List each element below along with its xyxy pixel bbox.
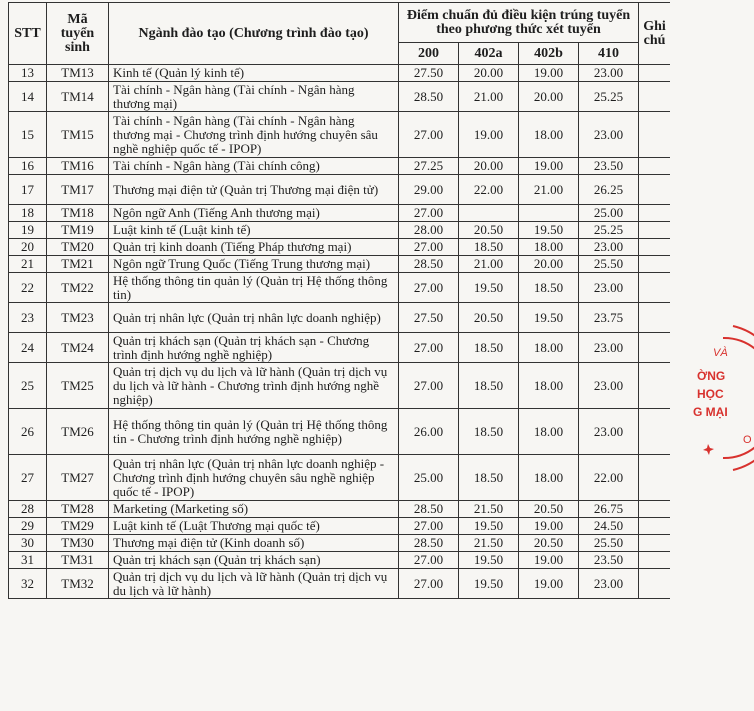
cell-score-410: 23.00 — [579, 569, 639, 599]
table-row — [9, 112, 671, 158]
cell-nganh-dao-tao: Luật kinh tế (Luật kinh tế) — [109, 222, 399, 239]
cell-stt: 17 — [9, 175, 47, 205]
cell-score-402b: 18.00 — [519, 112, 579, 158]
cell-nganh-dao-tao: Quản trị dịch vụ du lịch và lữ hành (Quản trị dịch vụ du lịch và lữ hành) — [109, 569, 399, 599]
table-header — [9, 3, 671, 65]
cell-nganh-dao-tao: Marketing (Marketing số) — [109, 501, 399, 518]
cell-nganh-dao-tao: Quản trị nhân lực (Quản trị nhân lực doanh nghiệp) — [109, 303, 399, 333]
cell-score-200: 28.00 — [399, 222, 459, 239]
cell-ghi-chu — [639, 175, 670, 205]
cell-score-402a: 20.50 — [459, 222, 519, 239]
table-row — [9, 158, 671, 175]
header-nganh-dao-tao: Ngành đào tạo (Chương trình đào tạo) — [109, 3, 399, 65]
cell-score-402a: 21.00 — [459, 256, 519, 273]
cell-ghi-chu — [639, 205, 670, 222]
cell-stt: 13 — [9, 65, 47, 82]
cell-ma-tuyen-sinh: TM32 — [47, 569, 109, 599]
header-diem-chuan: Điểm chuẩn đủ điều kiện trúng tuyển theo phương thức xét tuyển — [399, 3, 639, 43]
cell-score-410: 22.00 — [579, 455, 639, 501]
cell-stt: 15 — [9, 112, 47, 158]
cell-score-410: 23.00 — [579, 333, 639, 363]
cell-nganh-dao-tao: Tài chính - Ngân hàng (Tài chính - Ngân hàng thương mại) — [109, 82, 399, 112]
cell-stt: 18 — [9, 205, 47, 222]
seal-text-line2: HỌC — [697, 387, 724, 401]
cell-score-200: 27.25 — [399, 158, 459, 175]
cell-ma-tuyen-sinh: TM21 — [47, 256, 109, 273]
cell-ghi-chu — [639, 65, 670, 82]
cell-nganh-dao-tao: Ngôn ngữ Anh (Tiếng Anh thương mại) — [109, 205, 399, 222]
cell-nganh-dao-tao: Kinh tế (Quản lý kinh tế) — [109, 65, 399, 82]
cell-ma-tuyen-sinh: TM31 — [47, 552, 109, 569]
cell-ghi-chu — [639, 363, 670, 409]
cell-score-410: 23.00 — [579, 239, 639, 256]
cell-nganh-dao-tao: Tài chính - Ngân hàng (Tài chính - Ngân hàng thương mại - Chương trình định hướng chuyên sâu nghề nghiệp quốc tế - IPOP) — [109, 112, 399, 158]
cell-nganh-dao-tao: Quản trị nhân lực (Quản trị nhân lực doanh nghiệp - Chương trình định hướng chuyên sâu nghề nghiệp quốc tế - IPOP) — [109, 455, 399, 501]
cell-score-402b: 18.00 — [519, 455, 579, 501]
cell-ghi-chu — [639, 112, 670, 158]
cell-stt: 26 — [9, 409, 47, 455]
cell-score-402b: 18.00 — [519, 333, 579, 363]
cell-nganh-dao-tao: Luật kinh tế (Luật Thương mại quốc tế) — [109, 518, 399, 535]
cell-score-200: 28.50 — [399, 501, 459, 518]
cell-stt: 30 — [9, 535, 47, 552]
seal-text-line3: G MẠI — [693, 405, 728, 419]
cell-ma-tuyen-sinh: TM25 — [47, 363, 109, 409]
header-method-410: 410 — [579, 43, 639, 65]
cell-nganh-dao-tao: Tài chính - Ngân hàng (Tài chính công) — [109, 158, 399, 175]
table-row — [9, 409, 671, 455]
cell-ghi-chu — [639, 501, 670, 518]
table-row — [9, 333, 671, 363]
cell-score-402b: 18.00 — [519, 409, 579, 455]
cell-ghi-chu — [639, 303, 670, 333]
cell-score-200: 25.00 — [399, 455, 459, 501]
cell-score-402b: 19.00 — [519, 65, 579, 82]
cell-score-410: 23.00 — [579, 409, 639, 455]
cell-stt: 24 — [9, 333, 47, 363]
cell-score-410: 23.00 — [579, 273, 639, 303]
cell-score-402a: 19.50 — [459, 569, 519, 599]
cell-score-402a: 19.50 — [459, 518, 519, 535]
cell-ma-tuyen-sinh: TM17 — [47, 175, 109, 205]
cell-ghi-chu — [639, 409, 670, 455]
cell-score-402b: 19.00 — [519, 518, 579, 535]
cell-score-402b: 19.50 — [519, 222, 579, 239]
cell-score-402a: 21.00 — [459, 82, 519, 112]
cell-score-402a: 18.50 — [459, 363, 519, 409]
cell-score-410: 23.50 — [579, 552, 639, 569]
cell-score-200: 27.00 — [399, 239, 459, 256]
cell-stt: 28 — [9, 501, 47, 518]
cell-nganh-dao-tao: Thương mại điện tử (Kinh doanh số) — [109, 535, 399, 552]
cell-ma-tuyen-sinh: TM27 — [47, 455, 109, 501]
cell-score-402a: 21.50 — [459, 501, 519, 518]
cell-ghi-chu — [639, 273, 670, 303]
cell-ma-tuyen-sinh: TM22 — [47, 273, 109, 303]
cell-ma-tuyen-sinh: TM23 — [47, 303, 109, 333]
cell-score-200: 27.50 — [399, 303, 459, 333]
header-ma-tuyen-sinh: Mã tuyển sinh — [47, 3, 109, 65]
table-row — [9, 303, 671, 333]
cell-score-200: 27.50 — [399, 65, 459, 82]
cell-ghi-chu — [639, 535, 670, 552]
cell-ma-tuyen-sinh: TM18 — [47, 205, 109, 222]
cell-score-402a: 18.50 — [459, 409, 519, 455]
cell-stt: 25 — [9, 363, 47, 409]
cell-ghi-chu — [639, 518, 670, 535]
table-row — [9, 222, 671, 239]
cell-stt: 29 — [9, 518, 47, 535]
table-row — [9, 518, 671, 535]
cell-ma-tuyen-sinh: TM20 — [47, 239, 109, 256]
admission-score-table — [8, 2, 670, 599]
cell-score-410: 23.00 — [579, 363, 639, 409]
cell-score-402a — [459, 205, 519, 222]
cell-nganh-dao-tao: Quản trị khách sạn (Quản trị khách sạn - Chương trình định hướng nghề nghiệp) — [109, 333, 399, 363]
cell-score-410: 25.25 — [579, 222, 639, 239]
cell-score-410: 23.50 — [579, 158, 639, 175]
header-stt: STT — [9, 3, 47, 65]
cell-ghi-chu — [639, 569, 670, 599]
cell-score-402b: 20.00 — [519, 82, 579, 112]
cell-score-410: 24.50 — [579, 518, 639, 535]
cell-score-402a: 19.50 — [459, 273, 519, 303]
cell-score-410: 25.50 — [579, 256, 639, 273]
table-row — [9, 273, 671, 303]
cell-ghi-chu — [639, 455, 670, 501]
cell-stt: 32 — [9, 569, 47, 599]
cell-ma-tuyen-sinh: TM19 — [47, 222, 109, 239]
cell-score-402b: 18.50 — [519, 273, 579, 303]
cell-score-402a: 18.50 — [459, 333, 519, 363]
cell-nganh-dao-tao: Quản trị khách sạn (Quản trị khách sạn) — [109, 552, 399, 569]
cell-score-402a: 18.50 — [459, 239, 519, 256]
admission-score-sheet — [8, 2, 670, 711]
seal-star-icon — [703, 444, 714, 455]
table-row — [9, 256, 671, 273]
cell-stt: 19 — [9, 222, 47, 239]
cell-score-402b: 19.00 — [519, 569, 579, 599]
cell-ma-tuyen-sinh: TM16 — [47, 158, 109, 175]
cell-score-402b: 20.00 — [519, 256, 579, 273]
cell-score-200: 27.00 — [399, 273, 459, 303]
cell-score-402b: 18.00 — [519, 363, 579, 409]
cell-score-402a: 19.50 — [459, 552, 519, 569]
cell-nganh-dao-tao: Thương mại điện tử (Quản trị Thương mại điện tử) — [109, 175, 399, 205]
cell-score-402b: 19.00 — [519, 158, 579, 175]
cell-score-402a: 19.00 — [459, 112, 519, 158]
cell-score-402a: 20.00 — [459, 65, 519, 82]
table-row — [9, 455, 671, 501]
table-row — [9, 501, 671, 518]
red-seal-stamp — [693, 318, 754, 478]
seal-text-line1: ỜNG — [697, 369, 726, 383]
cell-nganh-dao-tao: Hệ thống thông tin quản lý (Quản trị Hệ thống thông tin) — [109, 273, 399, 303]
table-row — [9, 82, 671, 112]
cell-score-410: 23.00 — [579, 65, 639, 82]
cell-ghi-chu — [639, 222, 670, 239]
cell-ghi-chu — [639, 552, 670, 569]
cell-score-402b: 21.00 — [519, 175, 579, 205]
table-row — [9, 552, 671, 569]
cell-score-402a: 18.50 — [459, 455, 519, 501]
cell-score-402b: 19.50 — [519, 303, 579, 333]
cell-score-402b: 18.00 — [519, 239, 579, 256]
header-method-200: 200 — [399, 43, 459, 65]
table-row — [9, 535, 671, 552]
cell-ma-tuyen-sinh: TM29 — [47, 518, 109, 535]
cell-score-402b — [519, 205, 579, 222]
table-row — [9, 569, 671, 599]
cell-nganh-dao-tao: Ngôn ngữ Trung Quốc (Tiếng Trung thương mại) — [109, 256, 399, 273]
cell-score-200: 28.50 — [399, 256, 459, 273]
cell-score-200: 28.50 — [399, 535, 459, 552]
cell-score-402b: 20.50 — [519, 535, 579, 552]
cell-score-200: 27.00 — [399, 363, 459, 409]
cell-ghi-chu — [639, 239, 670, 256]
cell-ma-tuyen-sinh: TM24 — [47, 333, 109, 363]
cell-stt: 22 — [9, 273, 47, 303]
cell-score-200: 27.00 — [399, 112, 459, 158]
cell-score-402b: 19.00 — [519, 552, 579, 569]
table-row — [9, 239, 671, 256]
cell-score-402a: 22.00 — [459, 175, 519, 205]
cell-stt: 16 — [9, 158, 47, 175]
cell-score-410: 23.00 — [579, 112, 639, 158]
cell-ghi-chu — [639, 333, 670, 363]
cell-ma-tuyen-sinh: TM30 — [47, 535, 109, 552]
cell-score-410: 25.50 — [579, 535, 639, 552]
seal-text-top: VÀ — [713, 347, 728, 359]
cell-stt: 21 — [9, 256, 47, 273]
cell-nganh-dao-tao: Quản trị kinh doanh (Tiếng Pháp thương mại) — [109, 239, 399, 256]
cell-score-410: 25.00 — [579, 205, 639, 222]
cell-stt: 31 — [9, 552, 47, 569]
cell-stt: 23 — [9, 303, 47, 333]
cell-score-200: 27.00 — [399, 552, 459, 569]
cell-nganh-dao-tao: Quản trị dịch vụ du lịch và lữ hành (Quản trị dịch vụ du lịch và lữ hành - Chương trình định hướng nghề nghiệp) — [109, 363, 399, 409]
cell-score-402a: 20.50 — [459, 303, 519, 333]
table-body — [9, 65, 671, 599]
cell-ma-tuyen-sinh: TM13 — [47, 65, 109, 82]
cell-score-402a: 21.50 — [459, 535, 519, 552]
table-row — [9, 363, 671, 409]
cell-ma-tuyen-sinh: TM15 — [47, 112, 109, 158]
header-method-402a: 402a — [459, 43, 519, 65]
cell-score-200: 27.00 — [399, 518, 459, 535]
cell-score-200: 27.00 — [399, 333, 459, 363]
cell-score-402a: 20.00 — [459, 158, 519, 175]
cell-score-410: 26.75 — [579, 501, 639, 518]
cell-score-402b: 20.50 — [519, 501, 579, 518]
cell-stt: 27 — [9, 455, 47, 501]
cell-ma-tuyen-sinh: TM14 — [47, 82, 109, 112]
cell-ghi-chu — [639, 82, 670, 112]
cell-ma-tuyen-sinh: TM28 — [47, 501, 109, 518]
cell-score-200: 26.00 — [399, 409, 459, 455]
cell-nganh-dao-tao: Hệ thống thông tin quản lý (Quản trị Hệ thống thông tin - Chương trình định hướng nghề nghiệp) — [109, 409, 399, 455]
cell-ghi-chu — [639, 256, 670, 273]
table-row — [9, 205, 671, 222]
header-ghi-chu: Ghi chú — [639, 3, 670, 65]
cell-score-410: 25.25 — [579, 82, 639, 112]
cell-score-200: 27.00 — [399, 569, 459, 599]
cell-ghi-chu — [639, 158, 670, 175]
seal-text-bottom: O — [743, 434, 752, 446]
cell-score-200: 29.00 — [399, 175, 459, 205]
cell-score-410: 23.75 — [579, 303, 639, 333]
cell-score-200: 28.50 — [399, 82, 459, 112]
header-method-402b: 402b — [519, 43, 579, 65]
cell-ma-tuyen-sinh: TM26 — [47, 409, 109, 455]
cell-stt: 14 — [9, 82, 47, 112]
table-row — [9, 175, 671, 205]
table-row — [9, 65, 671, 82]
cell-score-200: 27.00 — [399, 205, 459, 222]
cell-score-410: 26.25 — [579, 175, 639, 205]
cell-stt: 20 — [9, 239, 47, 256]
